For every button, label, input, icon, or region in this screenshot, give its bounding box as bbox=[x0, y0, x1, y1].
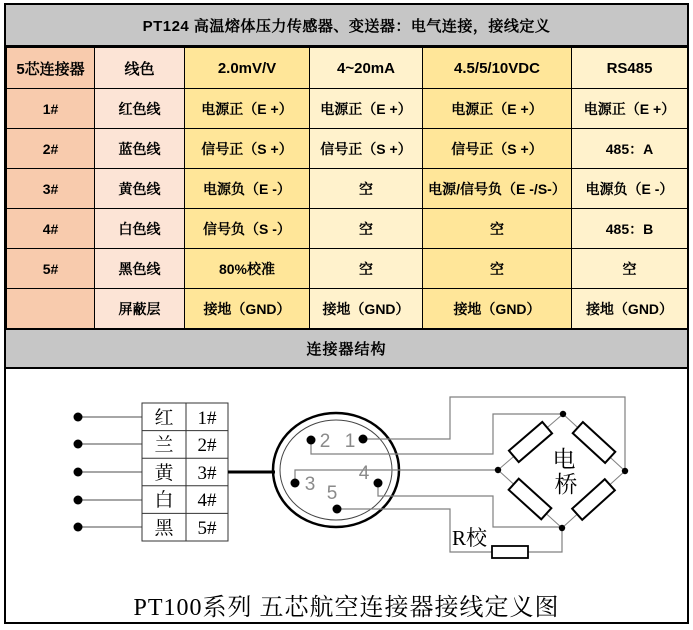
wire-pin-label: 5# bbox=[197, 518, 217, 539]
table-cell bbox=[7, 289, 95, 329]
wire-pin-label: 1# bbox=[197, 408, 217, 429]
table-cell: 屏蔽层 bbox=[95, 289, 185, 329]
pin2-dot bbox=[307, 436, 316, 445]
table-cell: 蓝色线 bbox=[95, 129, 185, 169]
table-cell: 2# bbox=[7, 129, 95, 169]
table-cell: 空 bbox=[423, 209, 572, 249]
table-cell: 信号正（S +） bbox=[185, 129, 310, 169]
col-header-rs485: RS485 bbox=[572, 48, 688, 89]
wire-color-label: 黄 bbox=[154, 463, 174, 484]
table-header-row bbox=[7, 48, 688, 89]
wire-pin-label: 3# bbox=[197, 463, 217, 484]
connector-structure-band: 连接器结构 bbox=[6, 329, 687, 369]
lead-dot bbox=[74, 413, 83, 422]
table-cell: 电源负（E -） bbox=[572, 169, 688, 209]
lead-dot bbox=[74, 496, 83, 505]
bridge-node-top bbox=[560, 411, 566, 417]
table-cell: 电源/信号负（E -/S-） bbox=[423, 169, 572, 209]
bridge-label bbox=[553, 447, 578, 497]
wire-pin3 bbox=[295, 470, 498, 483]
bridge-label-bottom: 桥 bbox=[554, 472, 578, 497]
table-cell: 白色线 bbox=[95, 209, 185, 249]
table-cell: 5# bbox=[7, 249, 95, 289]
table-row bbox=[7, 129, 688, 169]
col-header-ma: 4~20mA bbox=[310, 48, 423, 89]
table-cell: 电源正（E +） bbox=[572, 89, 688, 129]
table-cell: 信号负（S -） bbox=[185, 209, 310, 249]
table-cell: 接地（GND） bbox=[423, 289, 572, 329]
r-cal-label: R校 bbox=[452, 526, 488, 550]
table-cell: 4# bbox=[7, 209, 95, 249]
pin5-label: 5 bbox=[326, 483, 338, 504]
pin2-label: 2 bbox=[319, 431, 331, 452]
wiring-definition-table bbox=[6, 47, 688, 329]
resistor bbox=[572, 479, 615, 520]
bridge-label-top: 电 bbox=[552, 447, 576, 472]
table-cell: 红色线 bbox=[95, 89, 185, 129]
table-cell: 485：B bbox=[572, 209, 688, 249]
resistor bbox=[573, 422, 616, 463]
lead-dots bbox=[74, 413, 83, 532]
resistor bbox=[509, 422, 552, 462]
table-cell: 80%校准 bbox=[185, 249, 310, 289]
table-cell: 1# bbox=[7, 89, 95, 129]
lead-wires bbox=[78, 417, 142, 527]
connector-diagram-area bbox=[6, 369, 687, 622]
pin5-dot bbox=[333, 505, 342, 514]
bridge-node-left bbox=[495, 467, 501, 473]
pin4-label: 4 bbox=[358, 463, 370, 484]
table-cell: 485：A bbox=[572, 129, 688, 169]
wire-pin-label: 4# bbox=[197, 490, 217, 511]
table-cell: 接地（GND） bbox=[310, 289, 423, 329]
table-cell: 空 bbox=[310, 209, 423, 249]
table-cell: 电源正（E +） bbox=[310, 89, 423, 129]
lead-dot bbox=[74, 468, 83, 477]
table-cell: 电源正（E +） bbox=[185, 89, 310, 129]
table-cell: 接地（GND） bbox=[185, 289, 310, 329]
page-title: PT124 高温熔体压力传感器、变送器：电气连接，接线定义 bbox=[6, 5, 687, 47]
resistor bbox=[509, 479, 552, 520]
pin1-label: 1 bbox=[344, 431, 356, 452]
table-cell: 黑色线 bbox=[95, 249, 185, 289]
table-cell: 电源正（E +） bbox=[423, 89, 572, 129]
r-cal-resistor bbox=[492, 546, 528, 558]
table-row bbox=[7, 89, 688, 129]
wire-pin-label: 2# bbox=[197, 435, 217, 456]
table-cell: 3# bbox=[7, 169, 95, 209]
table-cell: 空 bbox=[310, 249, 423, 289]
table-cell: 信号正（S +） bbox=[310, 129, 423, 169]
pin4-dot bbox=[374, 479, 383, 488]
table-row bbox=[7, 249, 688, 289]
table-cell: 空 bbox=[572, 249, 688, 289]
table-row bbox=[7, 169, 688, 209]
col-header-connector: 5芯连接器 bbox=[7, 48, 95, 89]
table-cell: 空 bbox=[310, 169, 423, 209]
wire-color-label: 红 bbox=[154, 408, 174, 429]
table-cell: 电源负（E -） bbox=[185, 169, 310, 209]
wire-rcal bbox=[528, 528, 562, 552]
pin3-dot bbox=[291, 479, 300, 488]
lead-dot bbox=[74, 440, 83, 449]
wire-color-label: 兰 bbox=[154, 435, 174, 456]
table-cell: 黄色线 bbox=[95, 169, 185, 209]
wire-color-label: 黑 bbox=[154, 518, 174, 539]
diagram-caption: PT100系列 五芯航空连接器接线定义图 bbox=[133, 595, 560, 621]
bridge-node-right bbox=[622, 468, 628, 474]
wire-color-label: 白 bbox=[154, 490, 174, 511]
pin3-label: 3 bbox=[304, 474, 316, 495]
connector-wiring-diagram bbox=[6, 369, 687, 622]
table-row bbox=[7, 209, 688, 249]
pin1-dot bbox=[359, 435, 368, 444]
table-cell: 接地（GND） bbox=[572, 289, 688, 329]
bridge-node-bottom bbox=[559, 525, 565, 531]
col-header-mvv: 2.0mV/V bbox=[185, 48, 310, 89]
col-header-wire-color: 线色 bbox=[95, 48, 185, 89]
table-row bbox=[7, 289, 688, 329]
table-cell: 信号正（S +） bbox=[423, 129, 572, 169]
table-cell: 空 bbox=[423, 249, 572, 289]
lead-dot bbox=[74, 523, 83, 532]
col-header-vdc: 4.5/5/10VDC bbox=[423, 48, 572, 89]
sheet-frame bbox=[4, 3, 689, 624]
